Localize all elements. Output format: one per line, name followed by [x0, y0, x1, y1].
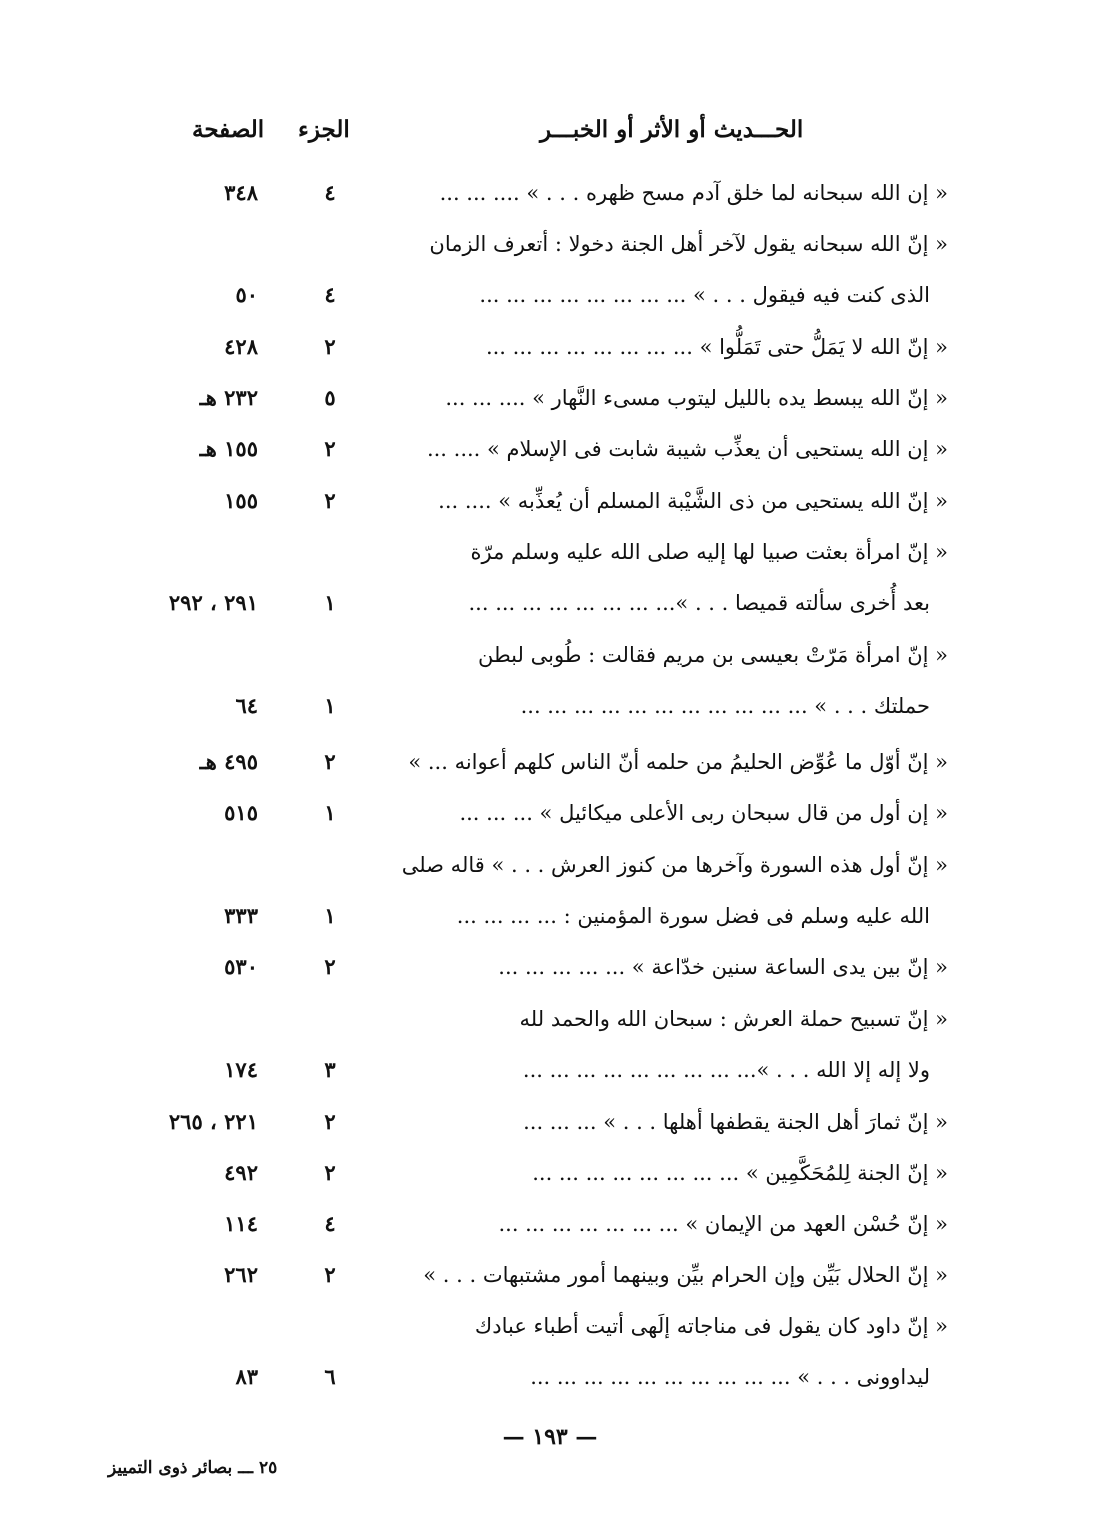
entry-volume: ٦ [324, 1364, 336, 1389]
index-row [0, 1097, 1106, 1147]
index-row [0, 373, 1106, 423]
entry-page: ٢٩١ ، ٢٩٢ [168, 590, 258, 615]
index-row [0, 168, 1106, 218]
entry-page: ١١٤ [224, 1211, 258, 1236]
entry-volume: ٢ [324, 1160, 336, 1185]
index-row [0, 681, 1106, 731]
entry-text: الذى كنت فيه فيقول . . . » ... ... ... ... ... ... ... ... [479, 283, 930, 307]
entry-volume: ٢ [324, 436, 336, 461]
entry-volume: ٢ [324, 954, 336, 979]
index-row [0, 630, 1106, 680]
entry-text: « إنّ أول هذه السورة وآخرها من كنوز العرش . . . » قاله صلى [401, 853, 948, 877]
entry-page: ٥٠ [235, 282, 258, 307]
index-row [0, 424, 1106, 474]
entry-text: الله عليه وسلم فى فضل سورة المؤمنين : ... ... ... ... [456, 904, 930, 928]
index-row [0, 942, 1106, 992]
entry-volume: ٢ [324, 1109, 336, 1134]
entry-volume: ١ [324, 693, 336, 718]
index-row [0, 840, 1106, 890]
header-text-column: الحـــديث أو الأثر أو الخبـــر [540, 116, 804, 143]
index-row [0, 1199, 1106, 1249]
entry-page: ٣٣٣ [224, 903, 258, 928]
entry-page: ٣٤٨ [224, 180, 258, 205]
entry-text: « إنّ حُسْن العهد من الإيمان » ... ... ... ... ... ... ... [498, 1212, 948, 1236]
entry-volume: ٢ [324, 488, 336, 513]
index-row [0, 1045, 1106, 1095]
entry-page: ١٥٥ [224, 488, 258, 513]
index-row [0, 476, 1106, 526]
page-number: — ١٩٣ — [502, 1424, 598, 1450]
entry-volume: ٤ [324, 1211, 336, 1236]
entry-text: « إنّ الجنة لِلمُحَكَّمِين » ... ... ... ... ... ... ... ... [532, 1161, 948, 1185]
index-row [0, 270, 1106, 320]
index-row [0, 788, 1106, 838]
index-row [0, 578, 1106, 628]
entry-page: ٢٣٢ هـ [199, 385, 258, 410]
entry-text: « إنّ الله لا يَمَلُّ حتى تَمَلُّوا » ... ... ... ... ... ... ... ... [485, 335, 948, 359]
entry-page: ٥١٥ [224, 800, 258, 825]
index-row [0, 219, 1106, 269]
entry-volume: ٥ [324, 385, 336, 410]
entry-page: ٢٦٢ [224, 1262, 258, 1287]
entry-text: « إنّ تسبيح حملة العرش : سبحان الله والحمد لله [519, 1007, 948, 1031]
index-row [0, 1352, 1106, 1402]
entry-volume: ٣ [324, 1057, 336, 1082]
entry-volume: ٢ [324, 749, 336, 774]
entry-text: حملتك . . . » ... ... ... ... ... ... ... ... ... ... ... [520, 694, 930, 718]
entry-text: « إنّ أوّل ما عُوِّض الحليمُ من حلمه أنّ الناس كلهم أعوانه ... » [408, 750, 948, 774]
entry-text: « إنّ الله يبسط يده بالليل ليتوب مسىء النَّهار » .... ... ... [445, 386, 948, 410]
entry-text: « إنّ الله يستحيى من ذى الشَّيْبة المسلم أن يُعذِّبه » .... ... [438, 489, 948, 513]
entry-text: « إنّ الحلال بَيِّن وإن الحرام بيِّن وبينهما أمور مشتبهات . . . » [423, 1263, 948, 1287]
entry-volume: ١ [324, 590, 336, 615]
entry-text: « إنّ ثمارَ أهل الجنة يقطفها أهلها . . . » ... ... ... [523, 1110, 948, 1134]
entry-text: بعد أُخرى سألته قميصا . . . »... ... ... ... ... ... ... ... [468, 591, 930, 615]
index-row [0, 891, 1106, 941]
entry-text: « إنّ الله سبحانه يقول لآخر أهل الجنة دخولا : أتعرف الزمان [429, 232, 948, 256]
entry-volume: ٤ [324, 282, 336, 307]
entry-page: ٨٣ [235, 1364, 258, 1389]
entry-text: ليداوونى . . . » ... ... ... ... ... ... ... ... ... ... [530, 1365, 930, 1389]
entry-page: ٤٩٢ [224, 1160, 258, 1185]
entry-page: ١٥٥ هـ [199, 436, 258, 461]
entry-text: « إن الله يستحيى أن يعذِّب شيبة شابت فى الإسلام » .... ... [426, 437, 948, 461]
index-row [0, 1148, 1106, 1198]
entry-text: « إنّ داود كان يقول فى مناجاته إلَهى أتيت أطباء عبادك [474, 1314, 948, 1338]
entry-volume: ٢ [324, 1262, 336, 1287]
index-row [0, 322, 1106, 372]
entry-volume: ١ [324, 903, 336, 928]
index-row [0, 737, 1106, 787]
index-row [0, 527, 1106, 577]
entry-page: ٦٤ [235, 693, 258, 718]
entry-volume: ١ [324, 800, 336, 825]
index-row [0, 1301, 1106, 1351]
header-page-column: الصفحة [192, 116, 265, 143]
entry-text: « إنّ امرأة مَرّتْ بعيسى بن مريم فقالت : طُوبى لبطن [477, 643, 948, 667]
entry-volume: ٢ [324, 334, 336, 359]
index-row [0, 994, 1106, 1044]
index-row [0, 1250, 1106, 1300]
entry-page: ٤٩٥ هـ [199, 749, 258, 774]
header-volume-column: الجزء [298, 116, 350, 143]
signature-footer: ٢٥ ـــ بصائر ذوى التمييز [108, 1458, 278, 1478]
entry-text: « إنّ بين يدى الساعة سنين خدّاعة » ... ... ... ... ... [498, 955, 948, 979]
entry-text: ولا إله إلا الله . . . »... ... ... ... ... ... ... ... ... [522, 1058, 930, 1082]
entry-text: « إن الله سبحانه لما خلق آدم مسح ظهره . . . » .... ... ... [439, 181, 948, 205]
entry-page: ٤٢٨ [224, 334, 258, 359]
entry-page: ٢٢١ ، ٢٦٥ [168, 1109, 258, 1134]
entry-page: ١٧٤ [224, 1057, 258, 1082]
entry-text: « إن أول من قال سبحان ربى الأعلى ميكائيل » ... ... ... [459, 801, 948, 825]
entry-volume: ٤ [324, 180, 336, 205]
entry-text: « إنّ امرأة بعثت صبيا لها إليه صلى الله عليه وسلم مرّة [470, 540, 948, 564]
entry-page: ٥٣٠ [224, 954, 258, 979]
